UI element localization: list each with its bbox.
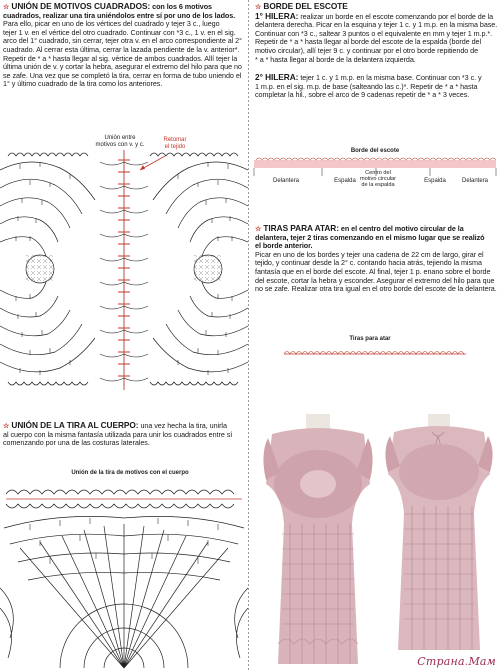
union-cuadrados-title-cont: con los 6 motivos xyxy=(152,2,212,11)
hilera1-line-5: * a * hasta llegar al borde de la delantera izquierda. xyxy=(255,54,416,64)
diagram-tiras-title: Tiras para atar xyxy=(349,336,391,342)
union-tira-line-2: comenzando por una de las costuras laterales. xyxy=(3,438,150,448)
hilera2-line-1: 1 m.p. en el sig. m.p. de base (salteando las c.)*. Repetir de * a * hasta xyxy=(255,81,478,91)
diagram-union-motivos xyxy=(0,150,248,390)
diagram1-label-retomar: Retomar el tejido xyxy=(163,137,187,150)
tiras-line-4: tejido, y continuar desde la 2° c. contando hacia atrás, tejiendo la misma xyxy=(255,258,482,268)
diagram2-label: Unión de la tira de motivos con el cuerpo xyxy=(71,470,189,476)
section-borde-escote xyxy=(255,2,498,100)
star-icon: ☆ xyxy=(3,421,10,430)
section-union-tira xyxy=(3,421,246,448)
hilera1-line-1: delantera derecha. Picar en la esquina y tejer 1 c. y 1 m.p. en la misma base. xyxy=(255,20,498,30)
star-icon: ☆ xyxy=(255,224,262,233)
escote-label-centro: Centro del motivo circular de la espalda xyxy=(359,170,397,189)
section-tiras xyxy=(255,224,498,294)
escote-label-delantera-left: Delantera xyxy=(272,178,299,184)
escote-label-espalda-right: Espalda xyxy=(424,178,446,184)
tiras-line-0: ☆ TIRAS PARA ATAR: en el centro del motivo circular de la xyxy=(255,223,464,233)
escote-label-espalda-left: Espalda xyxy=(334,178,356,184)
tiras-line-3: Picar en uno de los bordes y tejer una cadena de 22 cm de largo, girar el xyxy=(255,249,484,259)
watermark: Страна.Мам xyxy=(417,655,496,668)
tiras-line-2: el borde anterior. xyxy=(255,241,313,251)
hilera1-line-2: Continuar con *3 c., saltear 3 puntos o el equivalente en mm y tejer 1 m.p.*. xyxy=(255,28,493,38)
star-icon: ☆ xyxy=(255,2,262,11)
union-cuadrados-title: UNIÓN DE MOTIVOS CUADRADOS: xyxy=(11,1,151,11)
hilera2-line-0: 2° HILERA: tejer 1 c. y 1 m.p. en la misma base. Continuar con *3 c. y xyxy=(255,72,482,83)
borde-escote-heading: ☆ BORDE DEL ESCOTE xyxy=(255,1,348,11)
tiras-line-7: no se zafe. Realizar otra tira igual en el otro borde del escote de la delantera. xyxy=(255,284,497,294)
union-cuadrados-line-3: tejer 1 v. en el vértice del otro cuadrado. Continuar con *3 c., 1 v. en el sig. xyxy=(3,27,236,37)
star-icon: ☆ xyxy=(3,2,10,11)
column-divider xyxy=(248,0,249,672)
tiras-line-6: del escote, cortar la hebra y esconder. Asegurar el extremo del hilo para que xyxy=(255,275,495,285)
union-tira-line-0: ☆ UNIÓN DE LA TIRA AL CUERPO: una vez hecha la tira, unirla xyxy=(3,420,227,430)
tiras-line-1: delantera, tejer 2 tiras comenzando en el mismo lugar que se realizó xyxy=(255,232,485,242)
garment-photo-front xyxy=(262,414,374,672)
union-cuadrados-line-5: cuadrado. Al cerrar esta última, cerrar la lazada pendiente de la v. anterior*. xyxy=(3,44,240,54)
diagram-escote-title: Borde del escote xyxy=(350,148,400,154)
union-cuadrados-line-9: 1° y último cuadrado de la tira como los anteriores. xyxy=(3,79,163,89)
union-tira-line-1: al cuerpo con la misma fantasía utilizada para unir los cuadrados entre sí xyxy=(3,429,233,439)
diagram-union-tira-cuerpo xyxy=(0,478,248,672)
section-union-cuadrados xyxy=(3,2,246,89)
hilera1-line-4: motivo circular), allí tejer 9 c. y continuar por el otro borde repitiendo de xyxy=(255,45,479,55)
tiras-line-5: fantasía que en el borde del escote. Al final, tejer 1 p. enano sobre el borde xyxy=(255,266,491,276)
hilera1-line-3: Repetir de * a * hasta llegar al borde del escote de la espalda (borde del xyxy=(255,37,482,47)
union-tira-title: UNIÓN DE LA TIRA AL CUERPO: xyxy=(11,420,139,430)
union-cuadrados-line-2: Para ello, picar en uno de los vértices del cuadrado y tejer 3 c., luego xyxy=(3,19,220,29)
garment-photo-side xyxy=(380,414,496,652)
diagram-tiras xyxy=(280,346,470,360)
union-cuadrados-line-4: arco del 1° cuadrado, sin cerrar, tejer otra v. en el arco correspondiente al 2° xyxy=(3,36,242,46)
union-cuadrados-line-1: cuadrados, realizar una tira uniéndolos entre sí por uno de los lados. xyxy=(3,10,236,20)
hilera2-line-2: completar la hil., sobre el arco de 9 cadenas repetir de * a * 3 veces. xyxy=(255,90,470,100)
escote-label-delantera-right: Delantera xyxy=(461,178,488,184)
union-cuadrados-line-6: Repetir de * a * hasta llegar al sig. vértice de ambos cuadrados. Allí tejer la xyxy=(3,53,238,63)
diagram1-label-union: Unión entre motivos con v. y c. xyxy=(95,135,145,148)
hilera1-line-0: 1° HILERA: realizar un borde en el escote comenzando por el borde de la xyxy=(255,10,494,21)
union-cuadrados-line-7: última unión de v. y cortar la hebra, asegurar el extremo del hilo para que no xyxy=(3,62,242,72)
union-cuadrados-line-8: se zafe. Una vez que se completó la tira, cerrar en forma de tubo uniendo el xyxy=(3,70,242,80)
